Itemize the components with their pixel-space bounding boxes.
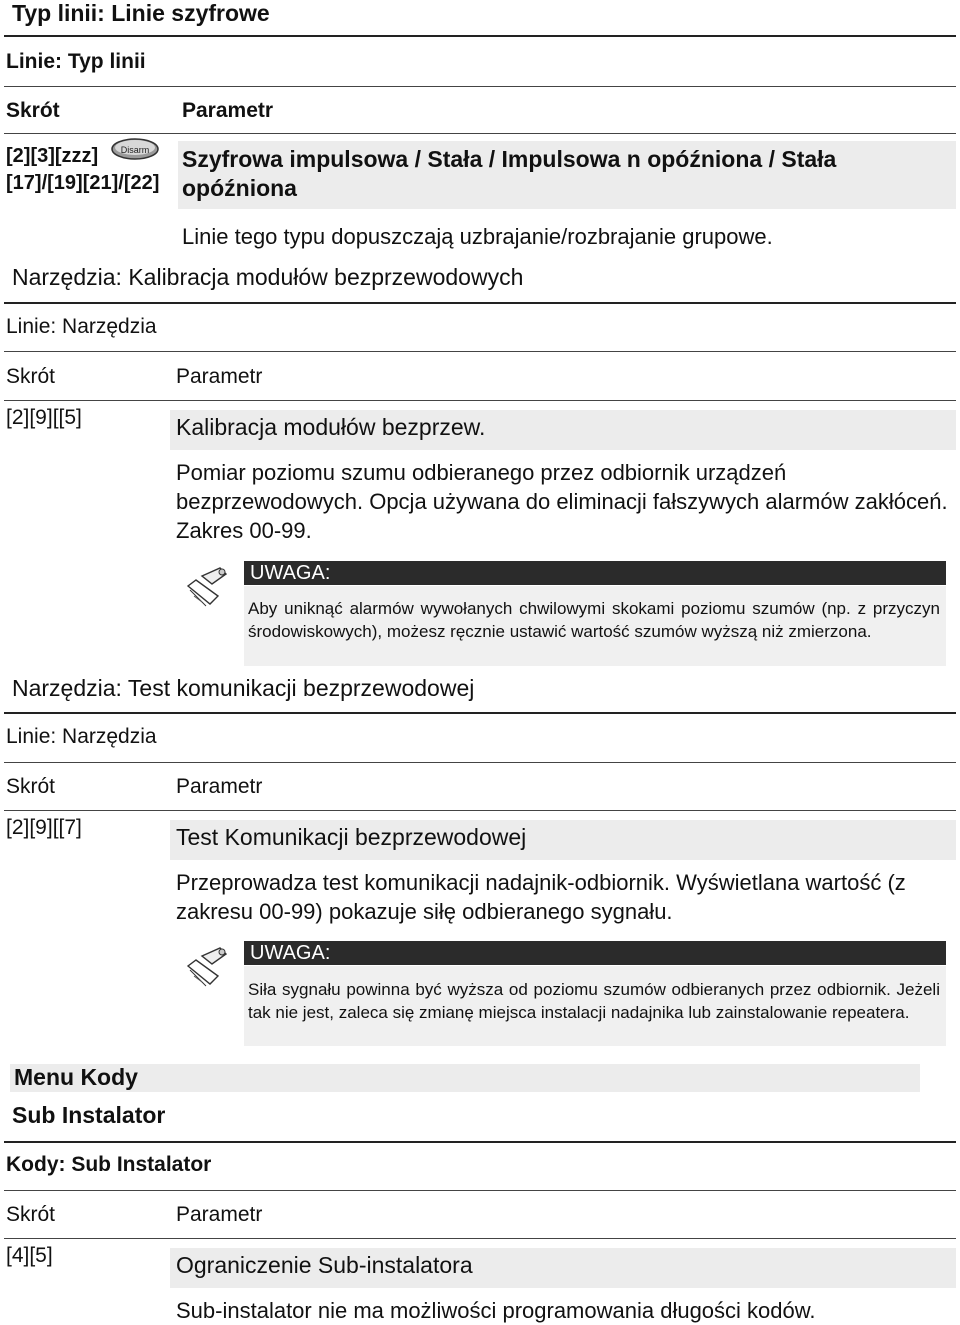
column-header-parameter: Parametr xyxy=(176,365,263,388)
parameter-title: Ograniczenie Sub-instalatora xyxy=(176,1252,473,1278)
divider xyxy=(4,400,956,401)
column-header-parameter: Parametr xyxy=(182,99,274,122)
column-header-shortcut: Skrót xyxy=(6,775,56,798)
divider xyxy=(4,302,956,304)
shortcut-code: [2][3][zzz] xyxy=(6,145,99,167)
divider xyxy=(4,762,956,763)
note-label: UWAGA: xyxy=(244,561,946,585)
divider xyxy=(4,351,956,352)
menu-title: Menu Kody xyxy=(14,1064,138,1090)
divider xyxy=(4,712,956,714)
lines-label: Linie: Narzędzia xyxy=(6,315,157,338)
note-label: UWAGA: xyxy=(244,941,946,965)
parameter-description: Sub-instalator nie ma możliwości programowania długości kodów. xyxy=(176,1298,816,1323)
disarm-key-icon xyxy=(110,137,160,161)
shortcut-code: [4][5] xyxy=(6,1244,53,1267)
divider xyxy=(4,35,956,37)
parameter-description: Pomiar poziomu szumu odbieranego przez odbiornik urządzeń bezprzewodowych. Opcja używana do eliminacji fałszywych alarmów zakłóceń. Zakres 00-99. xyxy=(176,460,948,543)
section-title: Sub Instalator xyxy=(12,1102,166,1128)
divider xyxy=(4,133,956,134)
parameter-description: Linie tego typu dopuszczają uzbrajanie/rozbrajanie grupowe. xyxy=(182,224,773,249)
column-header-shortcut: Skrót xyxy=(6,99,60,122)
parameter-title: Szyfrowa impulsowa / Stała / Impulsowa n opóźniona / Stała opóźniona xyxy=(182,146,837,201)
divider xyxy=(4,1141,956,1143)
disarm-key-label: Disarm xyxy=(120,145,150,155)
section-title: Typ linii: Linie szyfrowe xyxy=(12,0,270,26)
divider xyxy=(4,1238,956,1239)
shortcut-code-2: [17]/[19][21]/[22] xyxy=(6,172,160,194)
column-header-parameter: Parametr xyxy=(176,1203,263,1226)
lines-label: Kody: Sub Instalator xyxy=(6,1153,212,1176)
lines-label: Linie: Typ linii xyxy=(6,50,146,73)
divider xyxy=(4,810,956,811)
column-header-parameter: Parametr xyxy=(176,775,263,798)
parameter-title: Test Komunikacji bezprzewodowej xyxy=(176,824,527,850)
shortcut-code: [2][9][[5] xyxy=(6,406,82,429)
parameter-title: Kalibracja modułów bezprzew. xyxy=(176,414,486,440)
divider xyxy=(4,86,956,87)
parameter-description: Przeprowadza test komunikacji nadajnik-odbiornik. Wyświetlana wartość (z zakresu 00-99) pokazuje siłę odbieranego sygnału. xyxy=(176,870,906,924)
lines-label: Linie: Narzędzia xyxy=(6,725,157,748)
shortcut-code: [2][9][[7] xyxy=(6,816,82,839)
section-title: Narzędzia: Kalibracja modułów bezprzewodowych xyxy=(12,264,524,290)
divider xyxy=(4,1190,956,1191)
note-pencil-icon xyxy=(184,566,234,610)
note-pencil-icon xyxy=(184,946,234,990)
column-header-shortcut: Skrót xyxy=(6,1203,56,1226)
note-text: Aby uniknąć alarmów wywołanych chwilowymi skokami poziomu szumów (np. z przyczyn środowiskowych), możesz ręcznie ustawić wartość szumów wyższą niż zmierzona. xyxy=(248,599,940,641)
menu-band xyxy=(10,1064,920,1092)
column-header-shortcut: Skrót xyxy=(6,365,56,388)
note-text: Siła sygnału powinna być wyższa od poziomu szumów odbieranych przez odbiornik. Jeżeli tak nie jest, zaleca się zmianę miejsca instalacji nadajnika lub zainstalowanie repeatera. xyxy=(248,980,940,1022)
section-title: Narzędzia: Test komunikacji bezprzewodowej xyxy=(12,675,475,701)
